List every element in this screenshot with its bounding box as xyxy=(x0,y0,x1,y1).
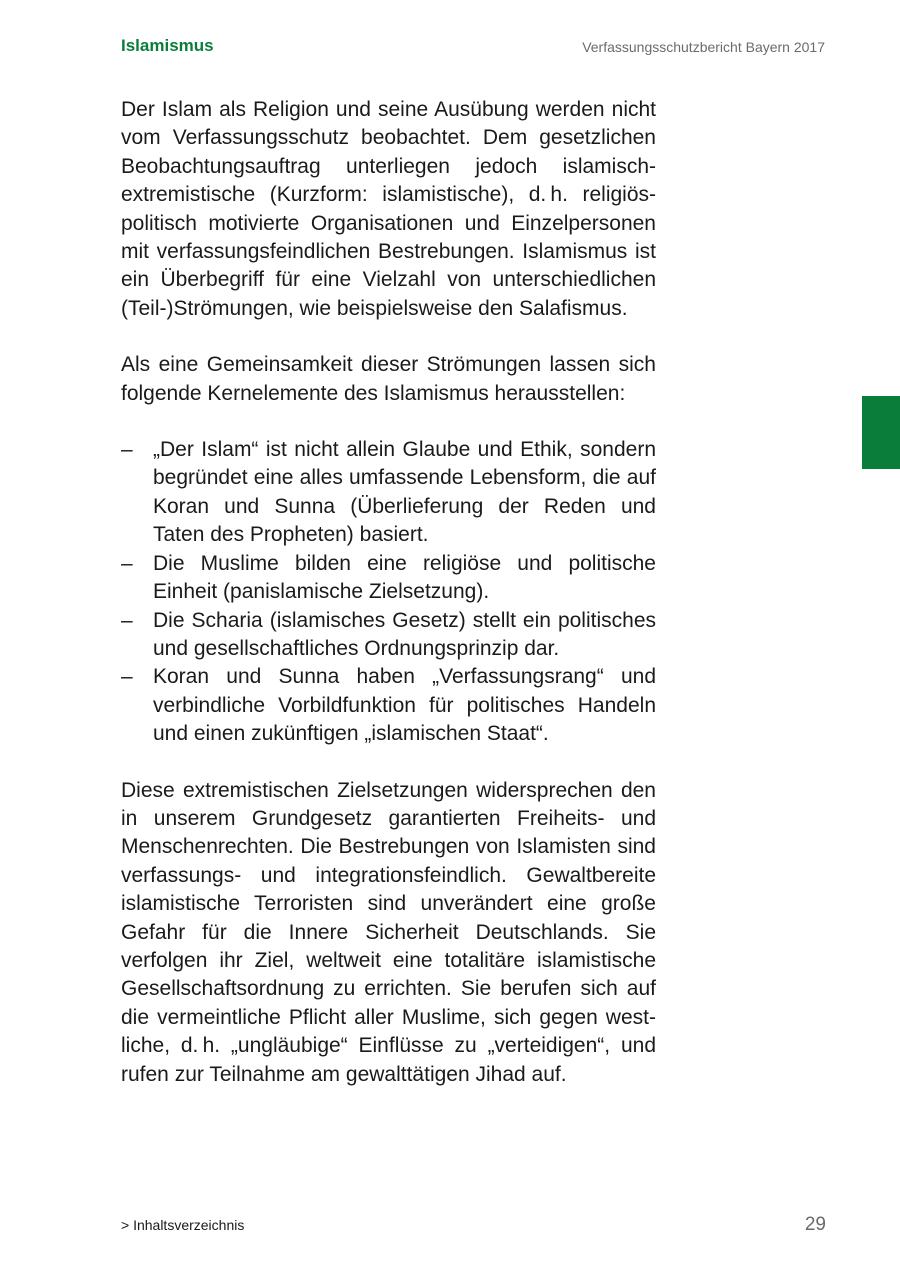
list-item-text: Die Muslime bilden eine religiöse und politische Einheit (panislamische Zielsetzung). xyxy=(153,551,656,604)
section-title: Islamismus xyxy=(121,36,214,55)
paragraph-core-elements: Als eine Gemeinsamkeit dieser Strömungen lassen sich folgende Kernelemente des Islamismus herausstellen: xyxy=(121,353,656,405)
dash-bullet: – xyxy=(121,608,133,632)
paragraph-conclusion: Diese extremistischen Zielsetzungen widersprechen den in unserem Grundgesetz garantierten Freiheits- und Menschenrechten. Die Bestrebungen von Islamisten sind verfassungs- und integrationsfeindlich. Gewaltbereite islamistische Terroristen sind unverändert eine große Gefahr für die Innere Sicherheit Deutschlands. Sie verfolgen ihr Ziel, weltweit eine totalitäre islamistische Gesellschaftsordnung zu errichten. Sie berufen sich auf die vermeintliche Pflicht aller Muslime, sich gegen westliche, d. h. „ungläubige“ Einflüsse zu „verteidigen“, und rufen zur Teilnahme am gewalttätigen Jihad auf. xyxy=(121,778,656,1086)
list-item xyxy=(121,550,656,607)
table-of-contents-link[interactable]: > Inhaltsverzeichnis xyxy=(121,1217,245,1233)
list-item-text: Die Scharia (islamisches Gesetz) stellt ein politisches und gesellschaftliches Ordnungsprinzip dar. xyxy=(153,608,656,660)
list-item-text: „Der Islam“ ist nicht allein Glaube und Ethik, sondern begründet eine alles umfassende Lebensform, die auf Koran und Sunna (Überlieferung der Reden und Taten des Propheten) basiert. xyxy=(153,438,656,547)
page-number: 29 xyxy=(804,1214,826,1235)
core-elements-list xyxy=(121,436,656,748)
chapter-tab-marker xyxy=(862,396,900,469)
list-item xyxy=(121,607,656,664)
list-item xyxy=(121,663,656,748)
paragraph-intro: Der Islam als Religion und seine Ausübung werden nicht vom Verfassungsschutz beobachtet. Dem gesetzlichen Beobachtungsauftrag unterliegen jedoch islamisch-extremistische (Kurzform: islamistische), d. h. religiös-politisch motivierte Organisationen und Einzelpersonen mit verfassungsfeindlichen Bestrebungen. Islamismus ist ein Überbegriff für eine Vielzahl von unterschiedlichen (Teil-)Strömungen, wie beispielsweise den Salafismus. xyxy=(121,98,656,320)
paragraph-gap xyxy=(121,408,656,436)
list-item xyxy=(121,436,656,550)
main-content xyxy=(121,96,656,1089)
report-title: Verfassungsschutzbericht Bayern 2017 xyxy=(582,39,825,55)
paragraph-gap xyxy=(121,749,656,777)
paragraph-gap xyxy=(121,323,656,351)
dash-bullet: – xyxy=(121,665,133,689)
dash-bullet: – xyxy=(121,438,133,462)
list-item-text: Koran und Sunna haben „Verfassungsrang“ und verbindliche Vorbildfunktion für politisches Handeln und einen zukünftigen „islamischen Staat“. xyxy=(153,665,656,746)
dash-bullet: – xyxy=(121,551,133,575)
